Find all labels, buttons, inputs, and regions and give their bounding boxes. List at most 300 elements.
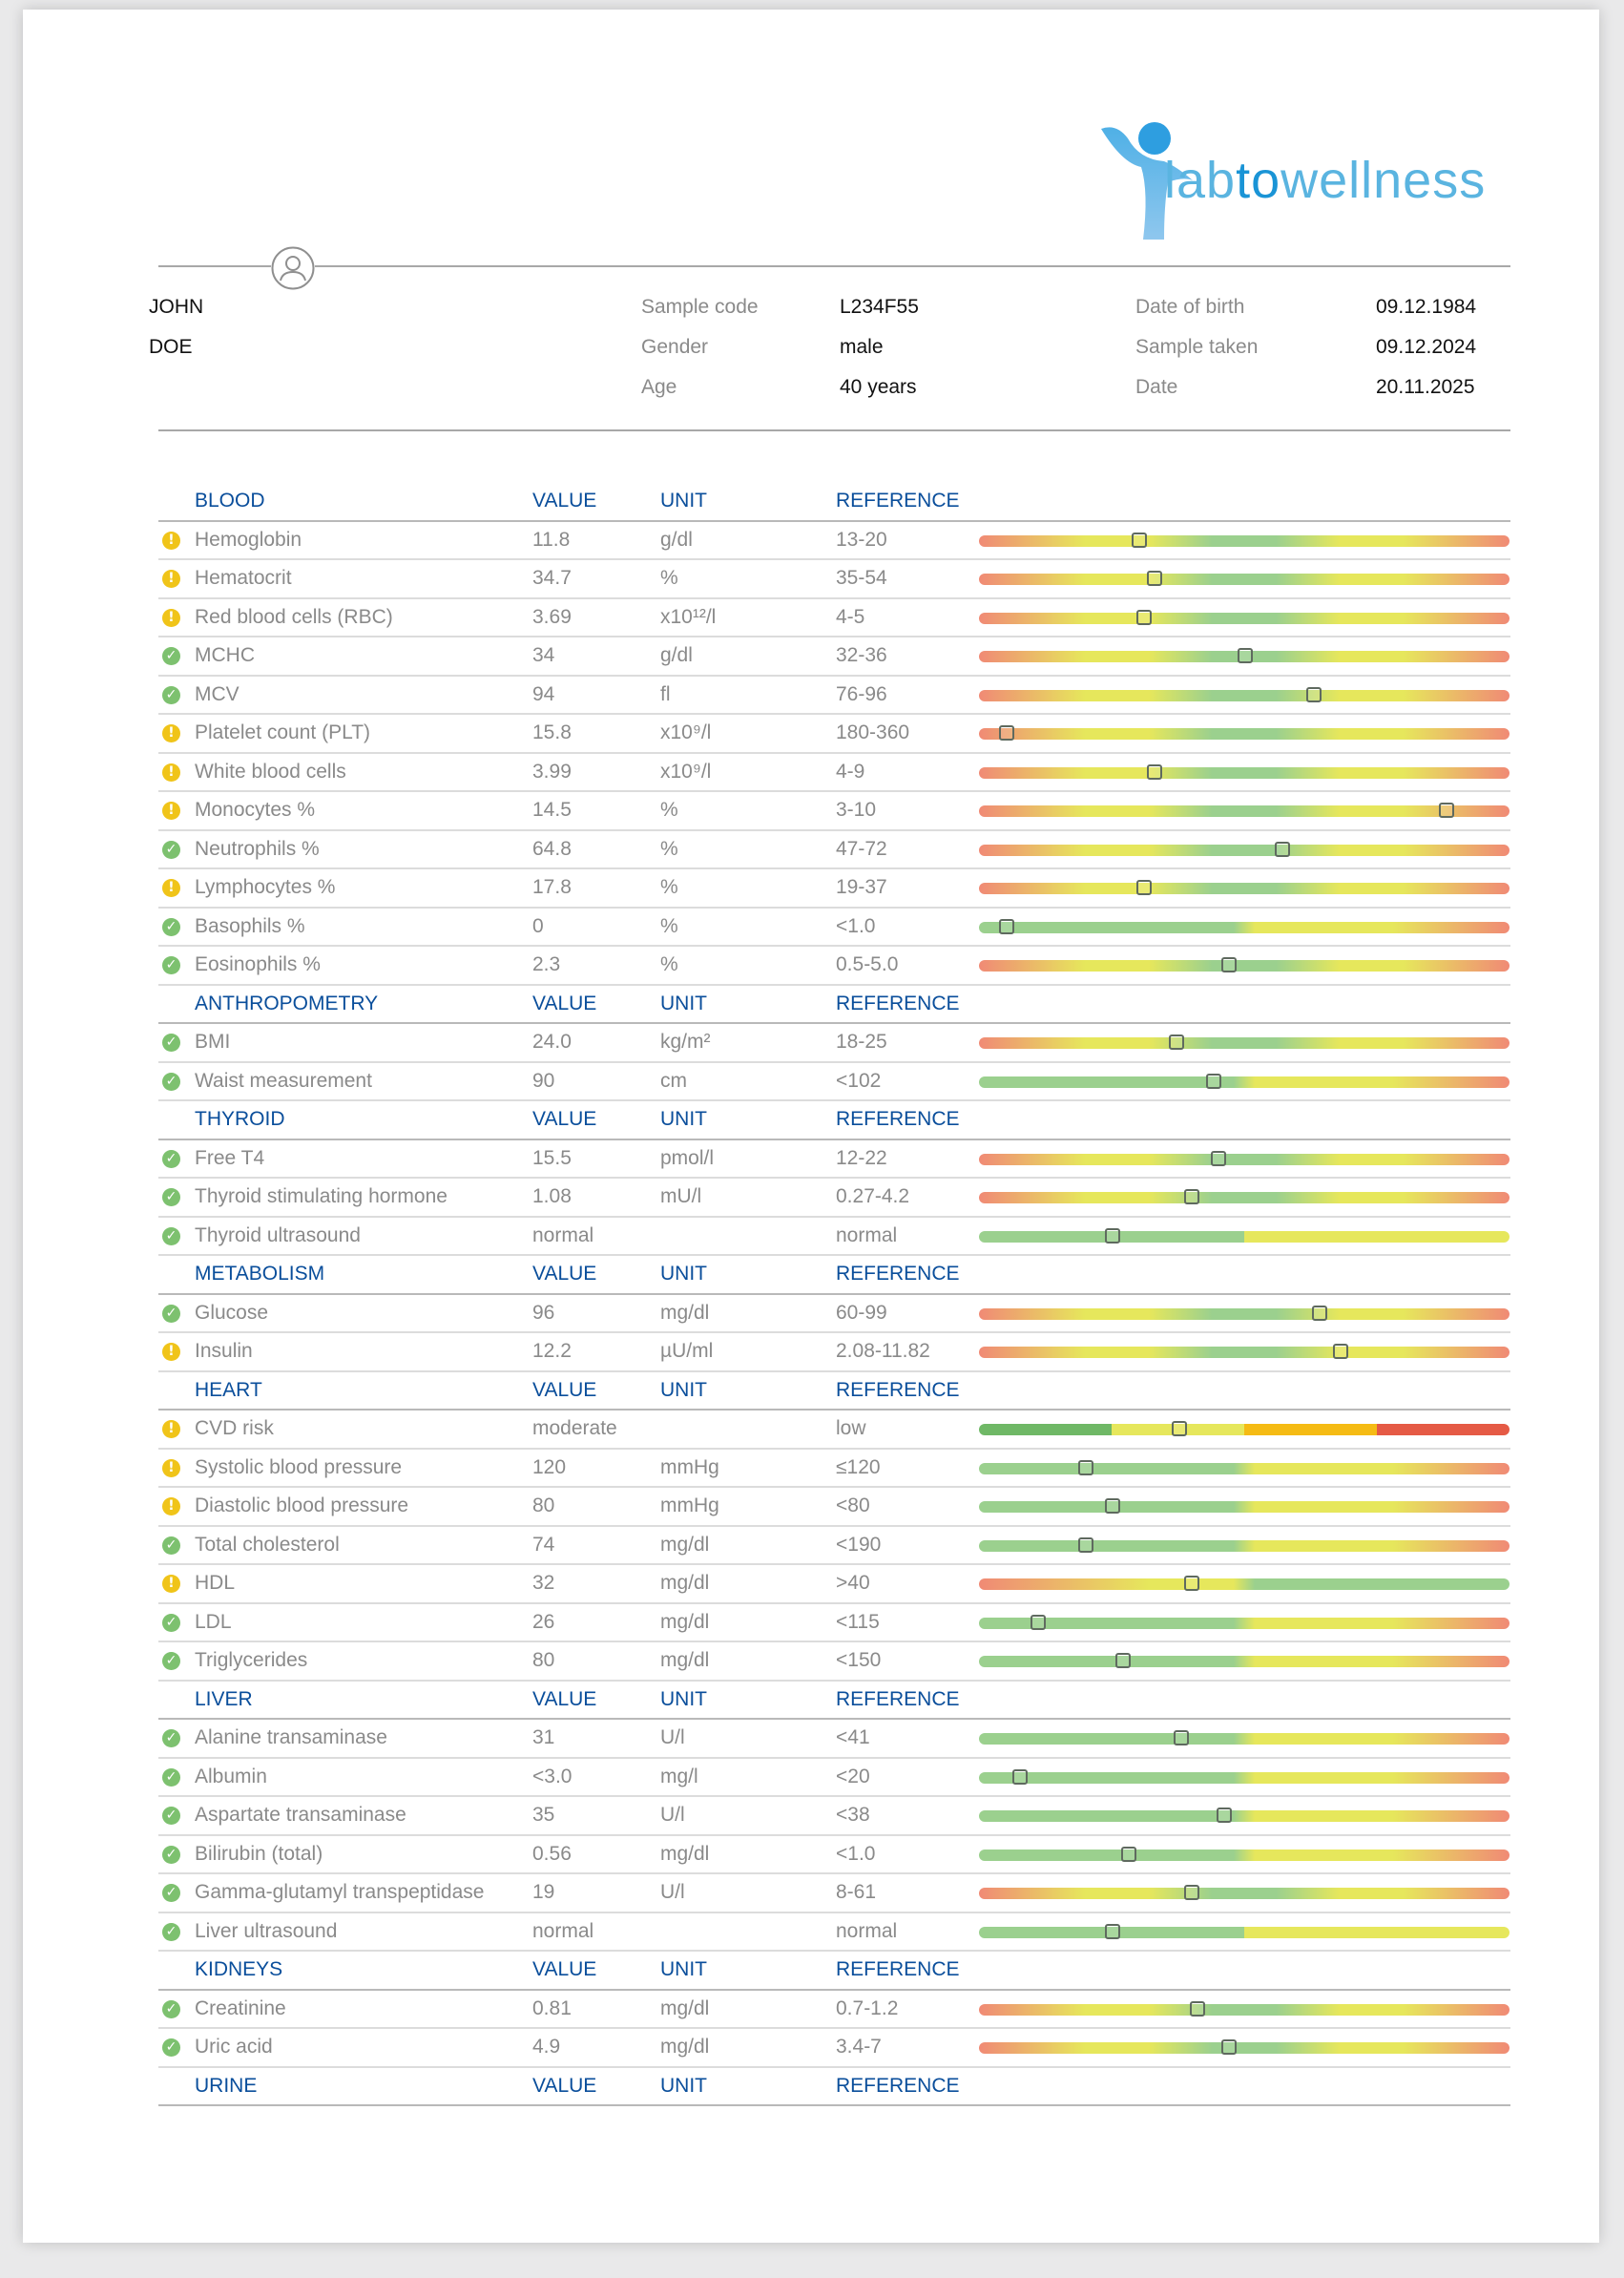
column-header-unit: UNIT: [660, 490, 707, 512]
range-bar: [979, 805, 1509, 817]
test-name: Basophils %: [195, 914, 305, 937]
warning-icon: !: [162, 1343, 180, 1361]
result-row: [158, 947, 1510, 986]
range-marker: [1312, 1306, 1327, 1321]
result-row: [158, 1488, 1510, 1527]
patient-first-name: JOHN: [149, 296, 204, 318]
test-reference: <115: [836, 1610, 880, 1633]
test-value: 2.3: [532, 953, 561, 975]
range-marker: [1211, 1151, 1226, 1166]
column-header-unit: UNIT: [660, 1687, 707, 1710]
test-reference: <38: [836, 1804, 870, 1826]
range-marker: [1221, 2039, 1237, 2055]
check-icon: ✓: [162, 2000, 180, 2018]
range-bar: [979, 922, 1509, 933]
section-header-liver: [158, 1682, 1510, 1721]
result-row: [158, 1179, 1510, 1218]
test-reference: 0.27-4.2: [836, 1185, 910, 1207]
range-marker: [1190, 2001, 1205, 2017]
test-name: White blood cells: [195, 760, 346, 783]
test-name: Triglycerides: [195, 1649, 308, 1671]
result-row: [158, 1991, 1510, 2030]
column-header-unit: UNIT: [660, 1958, 707, 1980]
test-name: Platelet count (PLT): [195, 721, 371, 743]
range-marker: [999, 725, 1014, 741]
test-value: 96: [532, 1301, 555, 1324]
test-unit: x10⁹/l: [660, 760, 712, 783]
test-name: LDL: [195, 1610, 232, 1633]
check-icon: ✓: [162, 1768, 180, 1787]
warning-icon: !: [162, 802, 180, 820]
result-row: [158, 754, 1510, 793]
header-divider: [158, 265, 1510, 267]
test-unit: g/dl: [660, 528, 693, 551]
range-bar: [979, 1618, 1509, 1629]
test-name: Insulin: [195, 1340, 253, 1362]
warning-icon: !: [162, 1459, 180, 1477]
result-row: [158, 1063, 1510, 1102]
result-row: [158, 1604, 1510, 1643]
test-reference: <190: [836, 1533, 882, 1556]
test-reference: <1.0: [836, 1842, 876, 1865]
range-marker: [1217, 1808, 1232, 1823]
result-row: [158, 1913, 1510, 1953]
test-name: Hematocrit: [195, 567, 292, 589]
test-name: Waist measurement: [195, 1069, 372, 1092]
range-bar: [979, 1927, 1509, 1938]
range-bar: [979, 1308, 1509, 1320]
result-row: [158, 1836, 1510, 1875]
patient-last-name: DOE: [149, 336, 193, 358]
range-marker: [1147, 571, 1162, 586]
test-value: 34: [532, 644, 555, 666]
warning-icon: !: [162, 1497, 180, 1515]
result-row: [158, 1874, 1510, 1913]
range-bar: [979, 535, 1509, 547]
test-reference: 18-25: [836, 1031, 887, 1053]
column-header-value: VALUE: [532, 1687, 597, 1710]
date-of-birth-value: 09.12.1984: [1376, 296, 1477, 318]
test-name: Eosinophils %: [195, 953, 321, 975]
range-marker: [1012, 1769, 1028, 1785]
test-value: 94: [532, 682, 555, 705]
age-label: Age: [641, 376, 677, 398]
test-unit: mg/dl: [660, 1649, 710, 1671]
test-name: Gamma-glutamyl transpeptidase: [195, 1881, 485, 1903]
test-unit: µU/ml: [660, 1340, 714, 1362]
test-value: normal: [532, 1919, 594, 1942]
test-reference: 180-360: [836, 721, 910, 743]
report-date-label: Date: [1135, 376, 1178, 398]
test-value: 24.0: [532, 1031, 572, 1053]
test-name: Free T4: [195, 1146, 265, 1169]
test-name: Thyroid stimulating hormone: [195, 1185, 448, 1207]
column-header-value: VALUE: [532, 1958, 597, 1980]
range-marker: [1031, 1615, 1046, 1630]
test-name: Uric acid: [195, 2036, 273, 2058]
section-title: BLOOD: [195, 490, 265, 512]
range-bar: [979, 767, 1509, 779]
test-reference: normal: [836, 1223, 898, 1246]
test-unit: mmHg: [660, 1455, 719, 1478]
test-reference: 4-9: [836, 760, 865, 783]
result-row: [158, 637, 1510, 677]
check-icon: ✓: [162, 1729, 180, 1747]
result-row: [158, 869, 1510, 909]
section-title: THYROID: [195, 1108, 285, 1130]
test-unit: mmHg: [660, 1494, 719, 1516]
column-header-value: VALUE: [532, 490, 597, 512]
check-icon: ✓: [162, 1073, 180, 1091]
test-name: Alanine transaminase: [195, 1726, 387, 1748]
logo-wordmark: labtowellness: [1164, 152, 1487, 209]
range-marker: [1136, 880, 1152, 895]
test-name: BMI: [195, 1031, 231, 1053]
results-table: [158, 483, 1510, 2106]
warning-icon: !: [162, 609, 180, 627]
test-reference: 3-10: [836, 799, 877, 821]
test-unit: %: [660, 914, 678, 937]
test-reference: ≤120: [836, 1455, 881, 1478]
test-unit: x10⁹/l: [660, 721, 712, 743]
user-icon: [271, 246, 315, 290]
range-bar: [979, 845, 1509, 856]
test-reference: >40: [836, 1572, 870, 1594]
test-unit: mU/l: [660, 1185, 702, 1207]
test-value: 120: [532, 1455, 567, 1478]
test-value: 15.8: [532, 721, 572, 743]
test-value: 31: [532, 1726, 555, 1748]
test-value: 0.81: [532, 1996, 572, 2019]
result-row: [158, 599, 1510, 638]
result-row: [158, 1565, 1510, 1604]
test-value: 3.69: [532, 605, 572, 628]
range-marker: [1333, 1344, 1348, 1359]
test-reference: 0.5-5.0: [836, 953, 899, 975]
test-name: Bilirubin (total): [195, 1842, 323, 1865]
range-marker: [1078, 1460, 1093, 1475]
test-reference: <150: [836, 1649, 882, 1671]
warning-icon: !: [162, 879, 180, 897]
range-marker: [1169, 1035, 1184, 1050]
result-row: [158, 1450, 1510, 1489]
test-name: Thyroid ultrasound: [195, 1223, 361, 1246]
test-unit: U/l: [660, 1726, 685, 1748]
test-reference: 0.7-1.2: [836, 1996, 899, 2019]
test-value: 35: [532, 1804, 555, 1826]
check-icon: ✓: [162, 918, 180, 936]
check-icon: ✓: [162, 1884, 180, 1902]
result-row: [158, 1295, 1510, 1334]
column-header-value: VALUE: [532, 1108, 597, 1130]
range-bar: [979, 1463, 1509, 1474]
column-header-unit: UNIT: [660, 992, 707, 1014]
range-marker: [1136, 610, 1152, 625]
test-reference: <1.0: [836, 914, 876, 937]
check-icon: ✓: [162, 686, 180, 704]
test-unit: %: [660, 876, 678, 898]
range-marker: [999, 919, 1014, 934]
test-unit: %: [660, 837, 678, 860]
column-header-unit: UNIT: [660, 1108, 707, 1130]
result-row: [158, 1642, 1510, 1682]
range-bar: [979, 1037, 1509, 1049]
warning-icon: !: [162, 570, 180, 588]
section-title: KIDNEYS: [195, 1958, 283, 1980]
test-unit: mg/dl: [660, 1301, 710, 1324]
section-title: METABOLISM: [195, 1263, 325, 1285]
test-unit: kg/m²: [660, 1031, 711, 1053]
check-icon: ✓: [162, 956, 180, 974]
test-reference: 12-22: [836, 1146, 887, 1169]
column-header-reference: REFERENCE: [836, 1108, 960, 1130]
range-bar: [979, 574, 1509, 585]
range-bar: [979, 1076, 1509, 1088]
range-bar: [979, 2004, 1509, 2016]
test-reference: <102: [836, 1069, 882, 1092]
check-icon: ✓: [162, 1034, 180, 1052]
range-marker: [1105, 1498, 1120, 1514]
section-title: HEART: [195, 1378, 262, 1401]
range-marker: [1078, 1537, 1093, 1553]
test-name: Monocytes %: [195, 799, 316, 821]
warning-icon: !: [162, 1575, 180, 1593]
section-title: LIVER: [195, 1687, 253, 1710]
range-bar: [979, 1424, 1509, 1435]
test-name: MCV: [195, 682, 239, 705]
range-marker: [1172, 1421, 1187, 1436]
section-header-anthropometry: [158, 986, 1510, 1025]
range-bar: [979, 1231, 1509, 1243]
section-header-thyroid: [158, 1101, 1510, 1140]
test-value: 1.08: [532, 1185, 572, 1207]
test-value: 0: [532, 914, 544, 937]
range-bar: [979, 1347, 1509, 1358]
warning-icon: !: [162, 763, 180, 782]
range-bar: [979, 651, 1509, 662]
column-header-value: VALUE: [532, 992, 597, 1014]
test-unit: fl: [660, 682, 671, 705]
test-name: Red blood cells (RBC): [195, 605, 393, 628]
test-value: normal: [532, 1223, 594, 1246]
result-row: [158, 715, 1510, 754]
range-bar: [979, 960, 1509, 972]
column-header-reference: REFERENCE: [836, 1687, 960, 1710]
section-title: URINE: [195, 2074, 258, 2097]
test-unit: mg/dl: [660, 1533, 710, 1556]
warning-icon: !: [162, 532, 180, 550]
test-unit: %: [660, 799, 678, 821]
range-marker: [1184, 1576, 1199, 1591]
column-header-reference: REFERENCE: [836, 490, 960, 512]
test-reference: 2.08-11.82: [836, 1340, 930, 1362]
test-unit: mg/l: [660, 1765, 698, 1787]
range-marker: [1174, 1730, 1189, 1745]
column-header-reference: REFERENCE: [836, 2074, 960, 2097]
test-reference: 60-99: [836, 1301, 887, 1324]
test-value: 90: [532, 1069, 555, 1092]
test-value: <3.0: [532, 1765, 573, 1787]
report-date-value: 20.11.2025: [1376, 376, 1475, 398]
result-row: [158, 1759, 1510, 1798]
range-bar: [979, 1501, 1509, 1513]
range-marker: [1147, 764, 1162, 780]
test-name: Glucose: [195, 1301, 269, 1324]
warning-icon: !: [162, 724, 180, 742]
test-value: 26: [532, 1610, 555, 1633]
test-name: Hemoglobin: [195, 528, 302, 551]
section-title: ANTHROPOMETRY: [195, 992, 379, 1014]
test-reference: 8-61: [836, 1881, 877, 1903]
test-value: moderate: [532, 1417, 617, 1439]
range-bar: [979, 883, 1509, 894]
test-unit: mg/dl: [660, 1610, 710, 1633]
result-row: [158, 831, 1510, 870]
range-bar: [979, 728, 1509, 740]
check-icon: ✓: [162, 1188, 180, 1206]
test-reference: <80: [836, 1494, 870, 1516]
test-name: Creatinine: [195, 1996, 286, 2019]
check-icon: ✓: [162, 1923, 180, 1941]
column-header-reference: REFERENCE: [836, 1378, 960, 1401]
range-bar: [979, 1192, 1509, 1203]
result-row: [158, 1024, 1510, 1063]
result-row: [158, 792, 1510, 831]
test-value: 19: [532, 1881, 555, 1903]
check-icon: ✓: [162, 2038, 180, 2057]
warning-icon: !: [162, 1420, 180, 1438]
gender-label: Gender: [641, 336, 709, 358]
section-header-heart: [158, 1372, 1510, 1411]
column-header-value: VALUE: [532, 1263, 597, 1285]
range-marker: [1206, 1074, 1221, 1089]
result-row: [158, 1720, 1510, 1759]
range-bar: [979, 1850, 1509, 1861]
test-unit: cm: [660, 1069, 687, 1092]
check-icon: ✓: [162, 841, 180, 859]
test-reference: 3.4-7: [836, 2036, 882, 2058]
result-row: [158, 1797, 1510, 1836]
test-name: Neutrophils %: [195, 837, 320, 860]
column-header-unit: UNIT: [660, 1263, 707, 1285]
test-name: HDL: [195, 1572, 236, 1594]
test-name: CVD risk: [195, 1417, 274, 1439]
section-header-urine: [158, 2068, 1510, 2107]
check-icon: ✓: [162, 1227, 180, 1245]
test-name: Liver ultrasound: [195, 1919, 338, 1942]
result-row: [158, 560, 1510, 599]
test-name: Lymphocytes %: [195, 876, 336, 898]
sample-code-value: L234F55: [840, 296, 919, 318]
result-row: [158, 1218, 1510, 1257]
range-marker: [1439, 803, 1454, 818]
test-value: 14.5: [532, 799, 572, 821]
check-icon: ✓: [162, 647, 180, 665]
range-bar: [979, 1656, 1509, 1667]
date-of-birth-label: Date of birth: [1135, 296, 1245, 318]
range-bar: [979, 1772, 1509, 1784]
column-header-value: VALUE: [532, 2074, 597, 2097]
test-reference: 4-5: [836, 605, 865, 628]
range-marker: [1306, 687, 1322, 702]
test-value: 3.99: [532, 760, 572, 783]
result-row: [158, 2029, 1510, 2068]
test-value: 64.8: [532, 837, 572, 860]
test-value: 4.9: [532, 2036, 561, 2058]
test-value: 0.56: [532, 1842, 572, 1865]
test-name: Systolic blood pressure: [195, 1455, 403, 1478]
column-header-reference: REFERENCE: [836, 992, 960, 1014]
result-row: [158, 1527, 1510, 1566]
range-marker: [1121, 1847, 1136, 1862]
column-header-reference: REFERENCE: [836, 1958, 960, 1980]
check-icon: ✓: [162, 1305, 180, 1323]
column-header-reference: REFERENCE: [836, 1263, 960, 1285]
test-value: 12.2: [532, 1340, 572, 1362]
result-row: [158, 1333, 1510, 1372]
test-name: Total cholesterol: [195, 1533, 340, 1556]
test-reference: normal: [836, 1919, 898, 1942]
section-header-blood: [158, 483, 1510, 522]
range-marker: [1184, 1885, 1199, 1900]
range-marker: [1221, 957, 1237, 972]
gender-value: male: [840, 336, 884, 358]
test-unit: %: [660, 567, 678, 589]
test-value: 34.7: [532, 567, 572, 589]
test-value: 32: [532, 1572, 555, 1594]
range-marker: [1275, 842, 1290, 857]
check-icon: ✓: [162, 1614, 180, 1632]
range-marker: [1238, 648, 1253, 663]
check-icon: ✓: [162, 1652, 180, 1670]
age-value: 40 years: [840, 376, 917, 398]
test-value: 80: [532, 1494, 555, 1516]
test-reference: 47-72: [836, 837, 887, 860]
section-header-metabolism: [158, 1256, 1510, 1295]
test-unit: g/dl: [660, 644, 693, 666]
test-name: Albumin: [195, 1765, 267, 1787]
test-unit: mg/dl: [660, 1572, 710, 1594]
test-reference: <41: [836, 1726, 870, 1748]
column-header-unit: UNIT: [660, 1378, 707, 1401]
test-unit: mg/dl: [660, 2036, 710, 2058]
sample-taken-value: 09.12.2024: [1376, 336, 1477, 358]
sample-code-label: Sample code: [641, 296, 759, 318]
test-name: MCHC: [195, 644, 255, 666]
range-bar: [979, 1154, 1509, 1165]
range-marker: [1132, 533, 1147, 548]
range-bar: [979, 1733, 1509, 1745]
column-header-value: VALUE: [532, 1378, 597, 1401]
result-row: [158, 909, 1510, 948]
test-unit: U/l: [660, 1881, 685, 1903]
test-name: Aspartate transaminase: [195, 1804, 406, 1826]
test-reference: 19-37: [836, 876, 887, 898]
check-icon: ✓: [162, 1150, 180, 1168]
test-reference: <20: [836, 1765, 870, 1787]
range-bar: [979, 690, 1509, 701]
range-marker: [1105, 1924, 1120, 1939]
test-reference: 35-54: [836, 567, 887, 589]
result-row: [158, 1411, 1510, 1450]
report-page: [23, 10, 1599, 2243]
range-marker: [1115, 1653, 1131, 1668]
range-bar: [979, 613, 1509, 624]
check-icon: ✓: [162, 1536, 180, 1555]
sample-taken-label: Sample taken: [1135, 336, 1259, 358]
result-row: [158, 522, 1510, 561]
test-unit: pmol/l: [660, 1146, 715, 1169]
